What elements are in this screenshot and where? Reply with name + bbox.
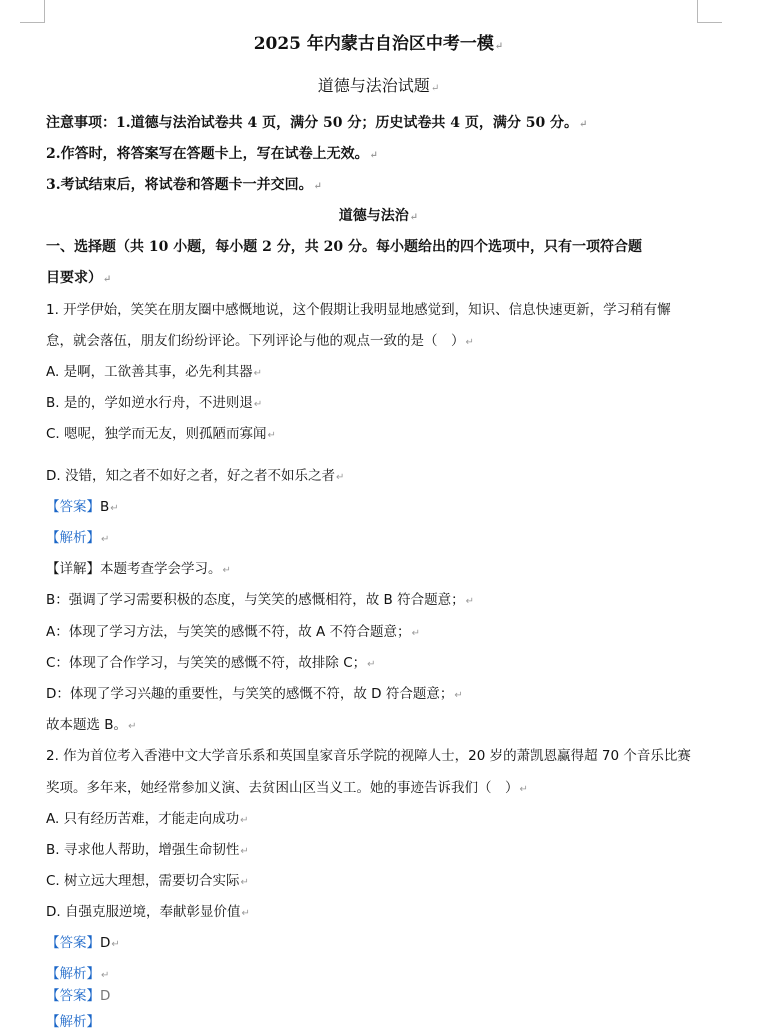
q1-explanation-b: B：强调了学习需要积极的态度，与笑笑的感慨相符，故 B 符合题意；↵ [46,592,474,608]
q1-option-d: D. 没错，知之者不如好之者，好之者不如乐之者↵ [46,468,345,484]
analysis-tag: 【解析】 [46,966,100,982]
q2-option-d: D. 自强克服逆境，奉献彰显价值↵ [46,904,250,920]
q2-option-c: C. 树立远大理想，需要切合实际↵ [46,873,249,889]
q1-stem-line-1: 1. 开学伊始，笑笑在朋友圈中感慨地说，这个假期让我明显地感觉到，知识、信息快速更新，学习稍有懈 [46,302,671,318]
section-subject: 道德与法治↵ [338,208,419,224]
q1-option-a: A. 是啊，工欲善其事，必先利其器↵ [46,364,262,380]
q2-option-b: B. 寻求他人帮助，增强生命韧性↵ [46,842,249,858]
q1-explanation-a: A：体现了学习方法，与笑笑的感慨不符，故 A 不符合题意；↵ [46,624,420,640]
q2-stem-line-1: 2. 作为首位考入香港中文大学音乐系和英国皇家音乐学院的视障人士，20 岁的萧凯恩赢得超 70 个音乐比赛 [46,748,691,764]
q1-analysis: 【解析】↵ [46,530,110,546]
q2-analysis-repeat-clipped: 【解析】 [46,1014,100,1030]
q2-answer: 【答案】D↵ [46,935,120,951]
answer-tag: 【答案】 [46,935,100,951]
page-corner-mark-top-left [20,0,45,23]
q2-stem-line-2: 奖项。多年来，她经常参加义演、去贫困山区当义工。她的事迹告诉我们（ ）↵ [46,780,528,796]
q1-detail: 【详解】本题考查学会学习。↵ [46,561,231,577]
exam-title: 2025 年内蒙古自治区中考一模↵ [253,34,504,54]
q1-explanation-d: D：体现了学习兴趣的重要性，与笑笑的感慨不符，故 D 符合题意；↵ [46,686,463,702]
section-instruction-line-1: 一、选择题（共 10 小题，每小题 2 分，共 20 分。每小题给出的四个选项中，只有一项符合题 [46,239,642,255]
notes-line-1: 注意事项：1.道德与法治试卷共 4 页，满分 50 分；历史试卷共 4 页，满分 50 分。↵ [46,115,588,131]
q1-option-c: C. 嗯呢，独学而无友，则孤陋而寡闻↵ [46,426,276,442]
q2-option-a: A. 只有经历苦难，才能走向成功↵ [46,811,249,827]
answer-tag: 【答案】 [46,499,100,515]
q2-answer-repeat-clipped: 【答案】D [46,988,111,1004]
q1-option-b: B. 是的，学如逆水行舟，不进则退↵ [46,395,263,411]
q1-conclusion: 故本题选 B。↵ [46,717,137,733]
q2-analysis: 【解析】↵ [46,966,110,982]
notes-line-3: 3.考试结束后，将试卷和答题卡一并交回。↵ [46,177,323,193]
notes-line-2: 2.作答时，将答案写在答题卡上，写在试卷上无效。↵ [46,146,379,162]
page-corner-mark-top-right [697,0,722,23]
section-instruction-line-2: 目要求）↵ [46,270,112,286]
analysis-tag: 【解析】 [46,530,100,546]
paper-title: 道德与法治试题↵ [317,76,440,95]
q1-explanation-c: C：体现了合作学习，与笑笑的感慨不符，故排除 C；↵ [46,655,376,671]
q1-answer: 【答案】B↵ [46,499,119,515]
q1-stem-line-2: 怠，就会落伍，朋友们纷纷评论。下列评论与他的观点一致的是（ ）↵ [46,333,474,349]
